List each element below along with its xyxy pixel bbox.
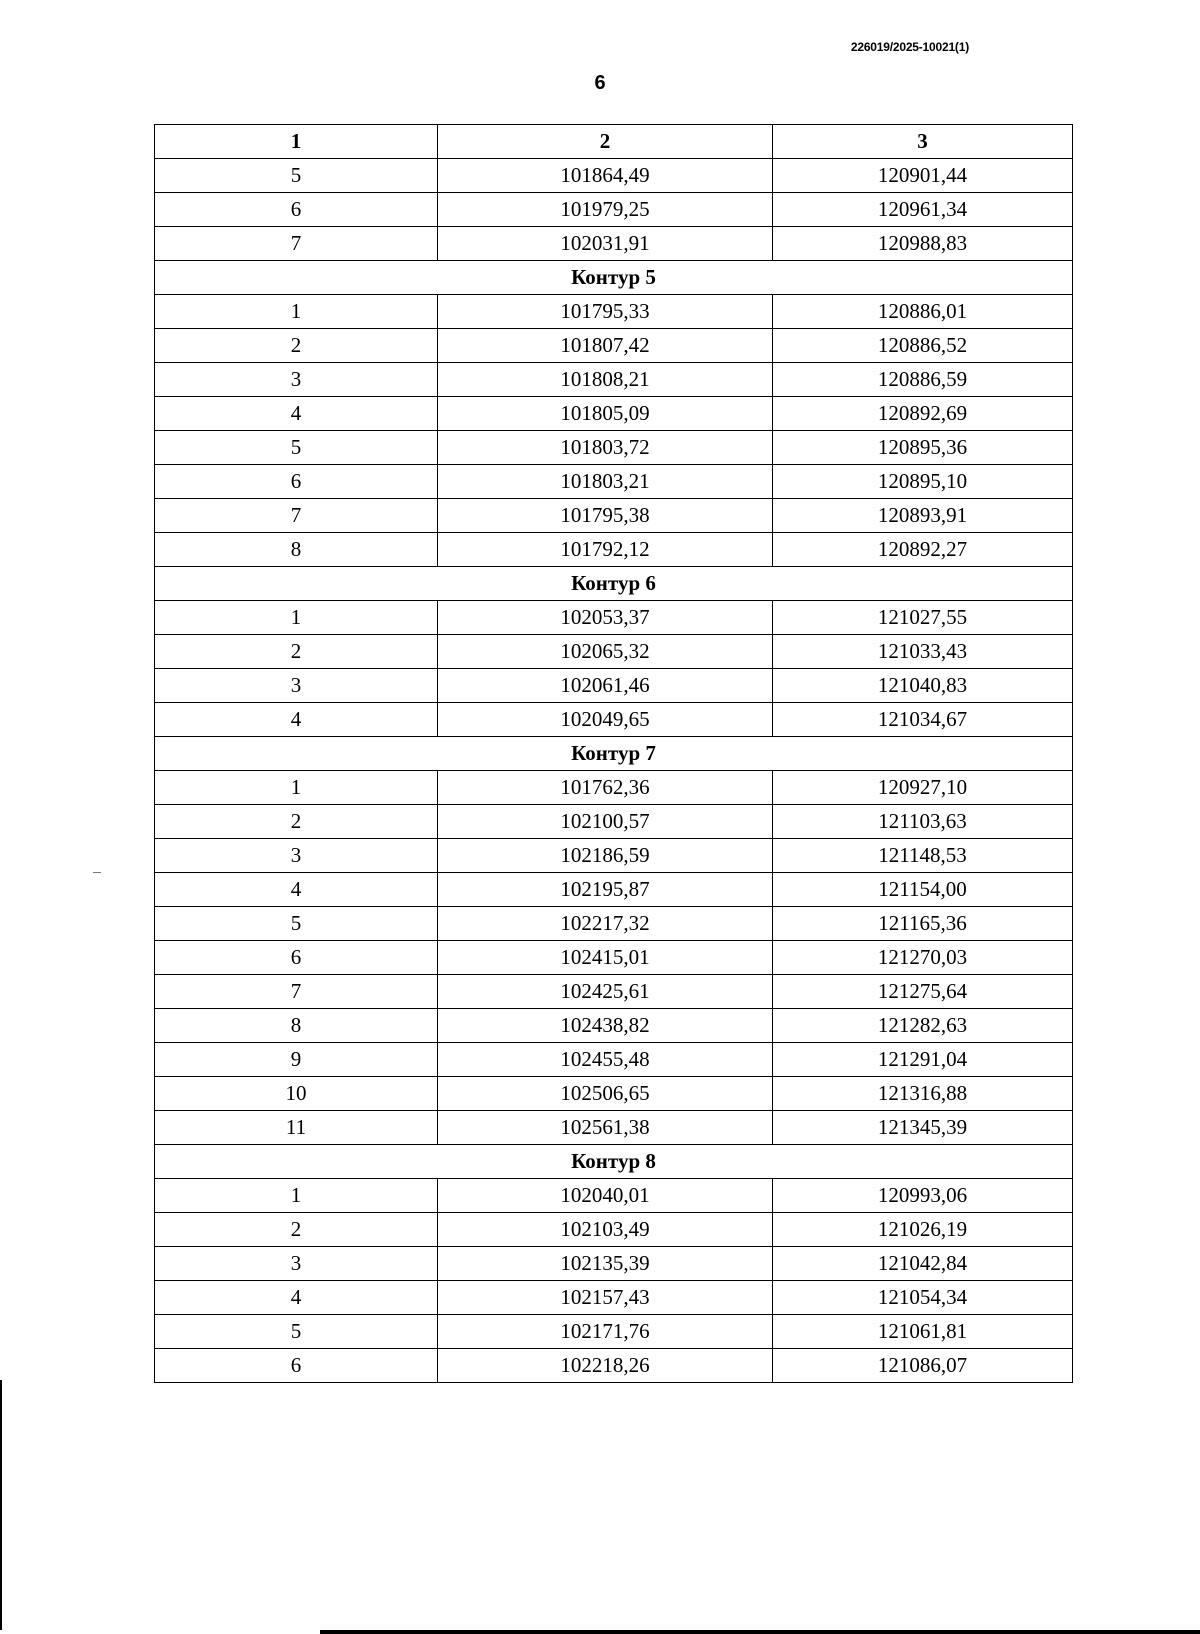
table-row [155,1179,1073,1213]
x-coordinate-cell: 102195,87 [438,873,773,907]
y-coordinate-cell: 121275,64 [773,975,1073,1009]
table-row [155,635,1073,669]
x-coordinate-cell: 102061,46 [438,669,773,703]
table-row [155,465,1073,499]
y-coordinate-cell: 121103,63 [773,805,1073,839]
table-row [155,1009,1073,1043]
section-row [155,1145,1073,1179]
table-row [155,1349,1073,1383]
x-coordinate-cell: 102053,37 [438,601,773,635]
table-row [155,363,1073,397]
x-coordinate-cell: 102135,39 [438,1247,773,1281]
point-number-cell: 4 [155,703,438,737]
point-number-cell: 7 [155,227,438,261]
table-row [155,805,1073,839]
point-number-cell: 1 [155,295,438,329]
point-number-cell: 5 [155,431,438,465]
y-coordinate-cell: 121040,83 [773,669,1073,703]
point-number-cell: 1 [155,601,438,635]
table-row [155,533,1073,567]
y-coordinate-cell: 121291,04 [773,1043,1073,1077]
y-coordinate-cell: 121165,36 [773,907,1073,941]
x-coordinate-cell: 102049,65 [438,703,773,737]
y-coordinate-cell: 120988,83 [773,227,1073,261]
column-header: 2 [438,125,773,159]
y-coordinate-cell: 121034,67 [773,703,1073,737]
y-coordinate-cell: 120886,01 [773,295,1073,329]
table-body [155,159,1073,1383]
point-number-cell: 2 [155,329,438,363]
x-coordinate-cell: 101792,12 [438,533,773,567]
point-number-cell: 1 [155,771,438,805]
table-row [155,669,1073,703]
x-coordinate-cell: 102425,61 [438,975,773,1009]
y-coordinate-cell: 121061,81 [773,1315,1073,1349]
section-title: Контур 5 [155,261,1073,295]
point-number-cell: 3 [155,1247,438,1281]
y-coordinate-cell: 121042,84 [773,1247,1073,1281]
x-coordinate-cell: 102561,38 [438,1111,773,1145]
x-coordinate-cell: 102455,48 [438,1043,773,1077]
y-coordinate-cell: 121316,88 [773,1077,1073,1111]
x-coordinate-cell: 102415,01 [438,941,773,975]
scan-speck [93,872,101,873]
y-coordinate-cell: 121154,00 [773,873,1073,907]
table-row [155,431,1073,465]
y-coordinate-cell: 121345,39 [773,1111,1073,1145]
x-coordinate-cell: 102438,82 [438,1009,773,1043]
y-coordinate-cell: 121026,19 [773,1213,1073,1247]
table-row [155,941,1073,975]
x-coordinate-cell: 102171,76 [438,1315,773,1349]
x-coordinate-cell: 102040,01 [438,1179,773,1213]
section-title: Контур 6 [155,567,1073,601]
x-coordinate-cell: 101807,42 [438,329,773,363]
scan-bottom-rule [320,1630,1200,1634]
point-number-cell: 6 [155,941,438,975]
point-number-cell: 4 [155,1281,438,1315]
table-row [155,1281,1073,1315]
table-row [155,1247,1073,1281]
y-coordinate-cell: 120895,36 [773,431,1073,465]
table-row [155,499,1073,533]
x-coordinate-cell: 102103,49 [438,1213,773,1247]
point-number-cell: 8 [155,533,438,567]
y-coordinate-cell: 120993,06 [773,1179,1073,1213]
section-row [155,737,1073,771]
x-coordinate-cell: 101979,25 [438,193,773,227]
x-coordinate-cell: 102065,32 [438,635,773,669]
table-row [155,771,1073,805]
section-title: Контур 8 [155,1145,1073,1179]
y-coordinate-cell: 121033,43 [773,635,1073,669]
x-coordinate-cell: 101762,36 [438,771,773,805]
table-row [155,329,1073,363]
point-number-cell: 2 [155,1213,438,1247]
y-coordinate-cell: 121282,63 [773,1009,1073,1043]
x-coordinate-cell: 102100,57 [438,805,773,839]
y-coordinate-cell: 120927,10 [773,771,1073,805]
table-row [155,193,1073,227]
table-row [155,1043,1073,1077]
x-coordinate-cell: 102217,32 [438,907,773,941]
point-number-cell: 1 [155,1179,438,1213]
y-coordinate-cell: 120886,52 [773,329,1073,363]
table-row [155,295,1073,329]
table-row [155,1213,1073,1247]
x-coordinate-cell: 101803,72 [438,431,773,465]
point-number-cell: 7 [155,499,438,533]
coordinates-table [154,124,1073,1383]
x-coordinate-cell: 102218,26 [438,1349,773,1383]
point-number-cell: 2 [155,805,438,839]
x-coordinate-cell: 101795,33 [438,295,773,329]
y-coordinate-cell: 120961,34 [773,193,1073,227]
document-id: 226019/2025-10021(1) [850,40,969,54]
point-number-cell: 3 [155,839,438,873]
y-coordinate-cell: 120892,69 [773,397,1073,431]
column-header: 3 [773,125,1073,159]
x-coordinate-cell: 101803,21 [438,465,773,499]
y-coordinate-cell: 121148,53 [773,839,1073,873]
column-header: 1 [155,125,438,159]
point-number-cell: 5 [155,1315,438,1349]
table-row [155,703,1073,737]
table-row [155,601,1073,635]
x-coordinate-cell: 102186,59 [438,839,773,873]
section-row [155,261,1073,295]
x-coordinate-cell: 102031,91 [438,227,773,261]
table-row [155,975,1073,1009]
point-number-cell: 4 [155,397,438,431]
table-row [155,227,1073,261]
point-number-cell: 4 [155,873,438,907]
point-number-cell: 8 [155,1009,438,1043]
table-row [155,907,1073,941]
x-coordinate-cell: 102157,43 [438,1281,773,1315]
y-coordinate-cell: 120895,10 [773,465,1073,499]
point-number-cell: 9 [155,1043,438,1077]
x-coordinate-cell: 101795,38 [438,499,773,533]
y-coordinate-cell: 121270,03 [773,941,1073,975]
x-coordinate-cell: 101808,21 [438,363,773,397]
table-row [155,159,1073,193]
y-coordinate-cell: 121086,07 [773,1349,1073,1383]
point-number-cell: 5 [155,907,438,941]
x-coordinate-cell: 102506,65 [438,1077,773,1111]
table-row [155,1077,1073,1111]
table-row [155,839,1073,873]
point-number-cell: 6 [155,465,438,499]
y-coordinate-cell: 120893,91 [773,499,1073,533]
table-row [155,873,1073,907]
point-number-cell: 10 [155,1077,438,1111]
x-coordinate-cell: 101864,49 [438,159,773,193]
page-number: 6 [594,72,606,94]
table-row [155,1315,1073,1349]
scan-edge-mark [0,1380,2,1630]
y-coordinate-cell: 121027,55 [773,601,1073,635]
point-number-cell: 2 [155,635,438,669]
y-coordinate-cell: 121054,34 [773,1281,1073,1315]
section-row [155,567,1073,601]
y-coordinate-cell: 120901,44 [773,159,1073,193]
table-header-row [155,125,1073,159]
y-coordinate-cell: 120892,27 [773,533,1073,567]
point-number-cell: 11 [155,1111,438,1145]
point-number-cell: 6 [155,1349,438,1383]
table-row [155,397,1073,431]
table-row [155,1111,1073,1145]
point-number-cell: 5 [155,159,438,193]
section-title: Контур 7 [155,737,1073,771]
point-number-cell: 3 [155,363,438,397]
y-coordinate-cell: 120886,59 [773,363,1073,397]
point-number-cell: 3 [155,669,438,703]
x-coordinate-cell: 101805,09 [438,397,773,431]
point-number-cell: 6 [155,193,438,227]
point-number-cell: 7 [155,975,438,1009]
